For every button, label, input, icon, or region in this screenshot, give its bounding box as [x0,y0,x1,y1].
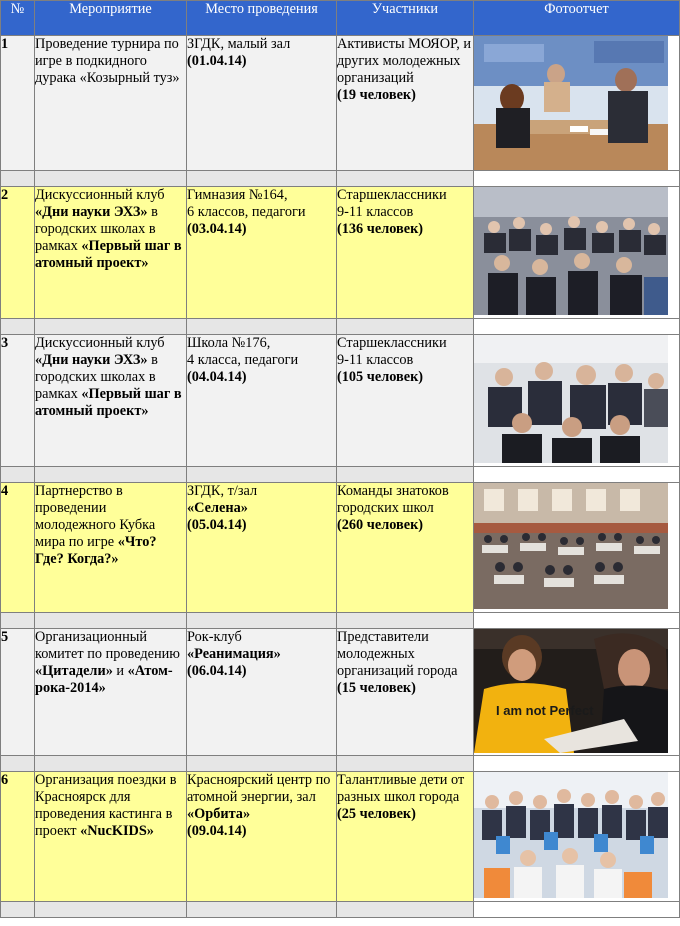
event-date: (09.04.14) [187,823,247,839]
event-date: (04.04.14) [187,369,247,385]
venue-cell: ЗГДК, т/зал «Селена» (05.04.14) [187,483,337,613]
photo-cell [474,187,680,319]
photo-cell [474,629,680,756]
row-number: 6 [1,772,35,902]
header-venue: Место проведения [187,1,337,36]
participants-cell: Старшеклассники 9-11 классов (136 человек) [337,187,474,319]
photo-quiz-hall[interactable] [474,483,668,609]
event-cell: Дискуссионный клуб «Дни науки ЭХЗ» в городских школах в рамках «Первый шаг в атомный проект» [35,187,187,319]
spacer-row [1,171,680,187]
venue-cell: Красноярский центр по атомной энергии, зал «Орбита» (09.04.14) [187,772,337,902]
participant-count: (260 человек) [337,517,424,533]
table-row [1,772,680,902]
header-photo-report: Фотоотчет [474,1,680,36]
table-row [1,483,680,613]
participant-count: (105 человек) [337,369,424,385]
photo-cell [474,335,680,467]
photo-students-seated[interactable] [474,335,668,463]
header-event: Мероприятие [35,1,187,36]
venue-cell: Гимназия №164, 6 классов, педагоги (03.04.14) [187,187,337,319]
photo-cell [474,36,680,171]
participants-cell: Старшеклассники 9-11 классов (105 человек) [337,335,474,467]
row-number: 4 [1,483,35,613]
event-cell: Проведение турнира по игре в подкидного дурака «Козырный туз» [35,36,187,171]
participants-cell: Команды знатоков городских школ (260 человек) [337,483,474,613]
venue-cell: Рок-клуб «Реанимация» (06.04.14) [187,629,337,756]
event-date: (06.04.14) [187,663,247,679]
event-cell: Партнерство в проведении молодежного Кубка мира по игре «Что? Где? Когда?» [35,483,187,613]
spacer-row [1,467,680,483]
photo-audience-hall[interactable] [474,187,668,315]
participant-count: (19 человек) [337,87,416,103]
spacer-row [1,613,680,629]
table-header-row [1,1,680,36]
photo-cell [474,772,680,902]
venue-cell: ЗГДК, малый зал (01.04.14) [187,36,337,171]
photo-kids-group[interactable] [474,772,668,898]
event-date: (05.04.14) [187,517,247,533]
spacer-row [1,756,680,772]
participants-cell: Талантливые дети от разных школ города (25 человек) [337,772,474,902]
table-row [1,36,680,171]
table-row [1,335,680,467]
participant-count: (136 человек) [337,221,424,237]
spacer-row [1,902,680,918]
participants-cell: Представители молодежных организаций города (15 человек) [337,629,474,756]
row-number: 2 [1,187,35,319]
row-number: 3 [1,335,35,467]
event-cell: Организация поездки в Красноярск для проведения кастинга в проект «NucKIDS» [35,772,187,902]
photo-card-tournament[interactable] [474,36,668,170]
row-number: 1 [1,36,35,171]
event-cell: Организационный комитет по проведению «Цитадели» и «Атом-рока-2014» [35,629,187,756]
header-num: № [1,1,35,36]
table-row [1,629,680,756]
event-cell: Дискуссионный клуб «Дни науки ЭХЗ» в городских школах в рамках «Первый шаг в атомный проект» [35,335,187,467]
tshirt-print: I am not Perfect [496,703,594,718]
row-number: 5 [1,629,35,756]
table-row [1,187,680,319]
photo-cell [474,483,680,613]
event-date: (03.04.14) [187,221,247,237]
photo-rock-club[interactable] [474,629,668,753]
header-participants: Участники [337,1,474,36]
participants-cell: Активисты МОЯОР, и других молодежных организаций (19 человек) [337,36,474,171]
venue-cell: Школа №176, 4 класса, педагоги (04.04.14) [187,335,337,467]
event-date: (01.04.14) [187,53,247,69]
spacer-row [1,319,680,335]
participant-count: (15 человек) [337,680,416,696]
participant-count: (25 человек) [337,806,416,822]
